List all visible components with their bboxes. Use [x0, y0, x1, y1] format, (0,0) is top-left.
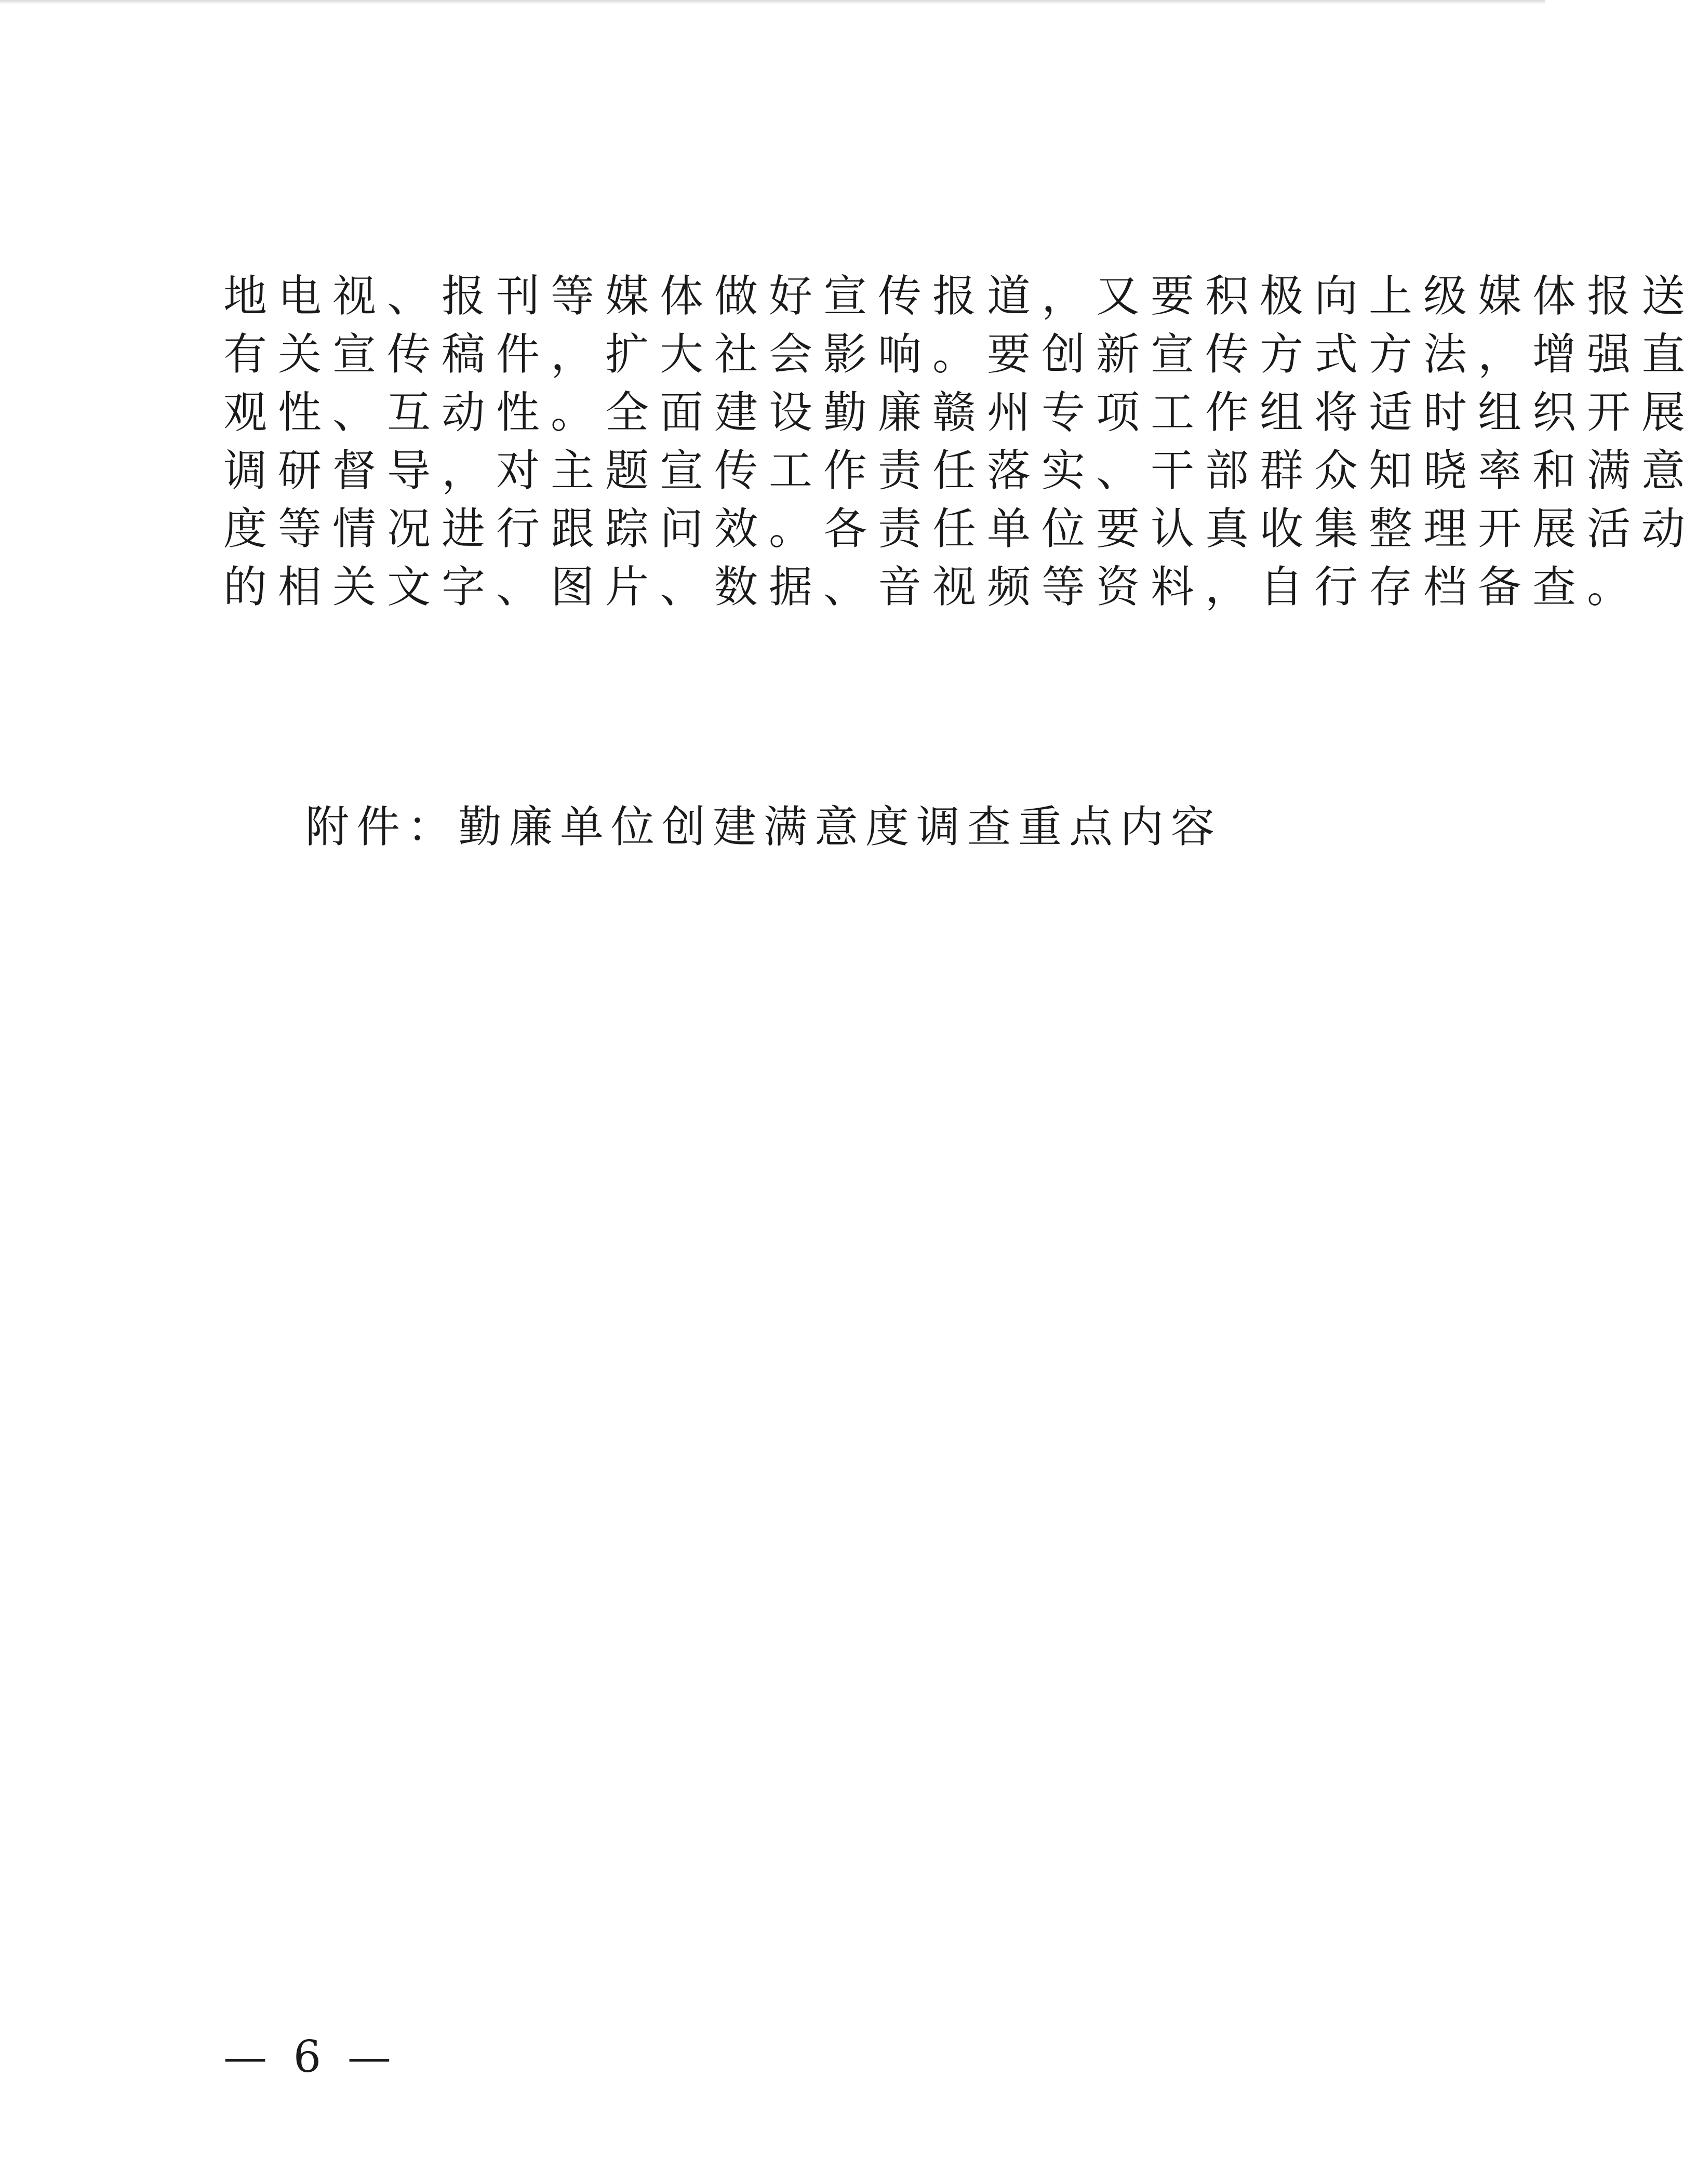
page-number: — 6 —	[223, 2031, 397, 2082]
body-line: 观性、互动性。全面建设勤廉赣州专项工作组将适时组织开展	[223, 387, 1696, 438]
body-line: 地电视、报刊等媒体做好宣传报道，又要积极向上级媒体报送	[223, 271, 1696, 321]
body-line: 有关宣传稿件，扩大社会影响。要创新宣传方式方法，增强直	[223, 329, 1696, 380]
attachment-note: 附件：勤廉单位创建满意度调查重点内容	[305, 801, 1222, 852]
scan-edge	[0, 0, 1545, 4]
body-line: 度等情况进行跟踪问效。各责任单位要认真收集整理开展活动	[223, 503, 1696, 554]
body-line: 的相关文字、图片、数据、音视频等资料，自行存档备查。	[223, 561, 1642, 612]
body-line: 调研督导，对主题宣传工作责任落实、干部群众知晓率和满意	[223, 445, 1696, 496]
